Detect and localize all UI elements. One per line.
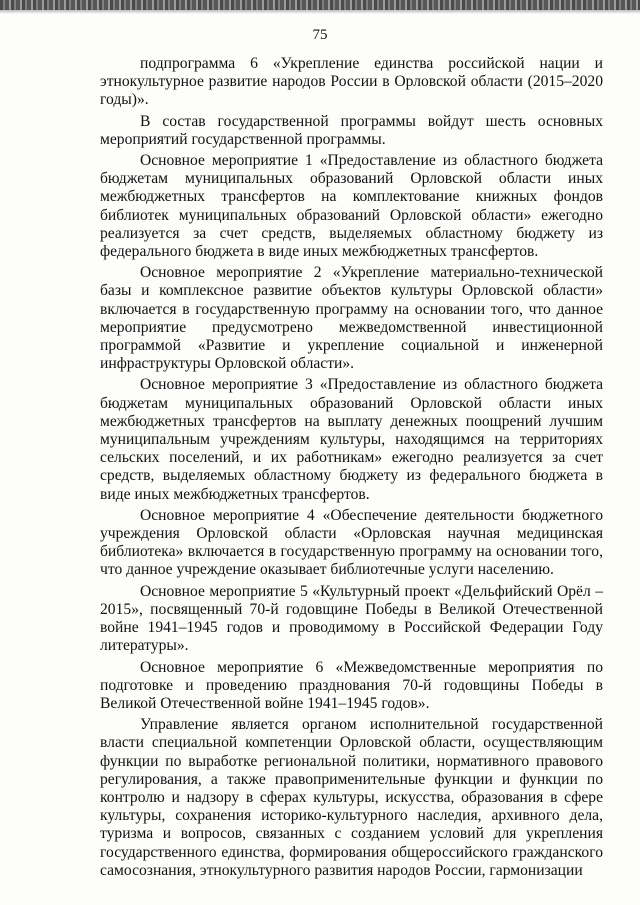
paragraph-subprogram-6-continuation: подпрограмма 6 «Укрепление единства российской нации и этнокультурное развитие народов России в Орловской области (2015–2020 годы)». [100, 55, 603, 109]
paragraph-main-activities-intro: В состав государственной программы войдут шесть основных мероприятий государственной программы. [100, 112, 603, 148]
page-body [100, 55, 603, 883]
paragraph-activity-3: Основное мероприятие 3 «Предоставление из областного бюджета бюджетам муниципальных образований Орловской области иных межбюджетных трансфертов на выплату денежных поощрений лучшим муниципальным учреждениям культуры, находящимся на территориях сельских поселений, и их работникам» ежегодно реализуется за счет средств, выделяемых областному бюджету из федерального бюджета в виде иных межбюджетных трансфертов. [100, 376, 603, 503]
paragraph-activity-4: Основное мероприятие 4 «Обеспечение деятельности бюджетного учреждения Орловской области «Орловская научная медицинская библиотека» включается в государственную программу на основании того, что данное учреждение оказывает библиотечные услуги населению. [100, 506, 603, 579]
paragraph-activity-1: Основное мероприятие 1 «Предоставление из областного бюджета бюджетам муниципальных образований Орловской области иных межбюджетных трансфертов на комплектование книжных фондов библиотек муниципальных образований Орловской области» ежегодно реализуется за счет средств, выделяемых областному бюджету из федерального бюджета в виде иных межбюджетных трансфертов. [100, 152, 603, 261]
paragraph-activity-5: Основное мероприятие 5 «Культурный проект «Дельфийский Орёл – 2015», посвященный 70-й годовщине Победы в Великой Отечественной войне 1941–1945 годов и проводимому в Российской Федерации Году литературы». [100, 582, 603, 655]
scan-edge-artifact [0, 0, 640, 10]
page-number: 75 [312, 27, 328, 43]
paragraph-administration: Управление является органом исполнительной государственной власти специальной компетенции Орловской области, осуществляющим функции по выработке региональной политики, нормативного правового регулирования, а также правоприменительные функции и функции по контролю и надзору в сферах культуры, искусства, образования в сфере культуры, сохранения историко-культурного наследия, архивного дела, туризма и вопросов, связанных с созданием условий для укрепления государственного единства, формирования общероссийского гражданского самосознания, этнокультурного развития народов России, гармонизации [100, 716, 603, 879]
paragraph-activity-6: Основное мероприятие 6 «Межведомственные мероприятия по подготовке и проведению празднования 70-й годовщины Победы в Великой Отечественной войне 1941–1945 годов». [100, 658, 603, 712]
paragraph-activity-2: Основное мероприятие 2 «Укрепление материально-технической базы и комплексное развитие объектов культуры Орловской области» включается в государственную программу на основании того, что данное мероприятие предусмотрено межведомственной инвестиционной программой «Развитие и укрепление социальной и инженерной инфраструктуры Орловской области». [100, 264, 603, 373]
scan-edge-shadow [0, 10, 640, 14]
